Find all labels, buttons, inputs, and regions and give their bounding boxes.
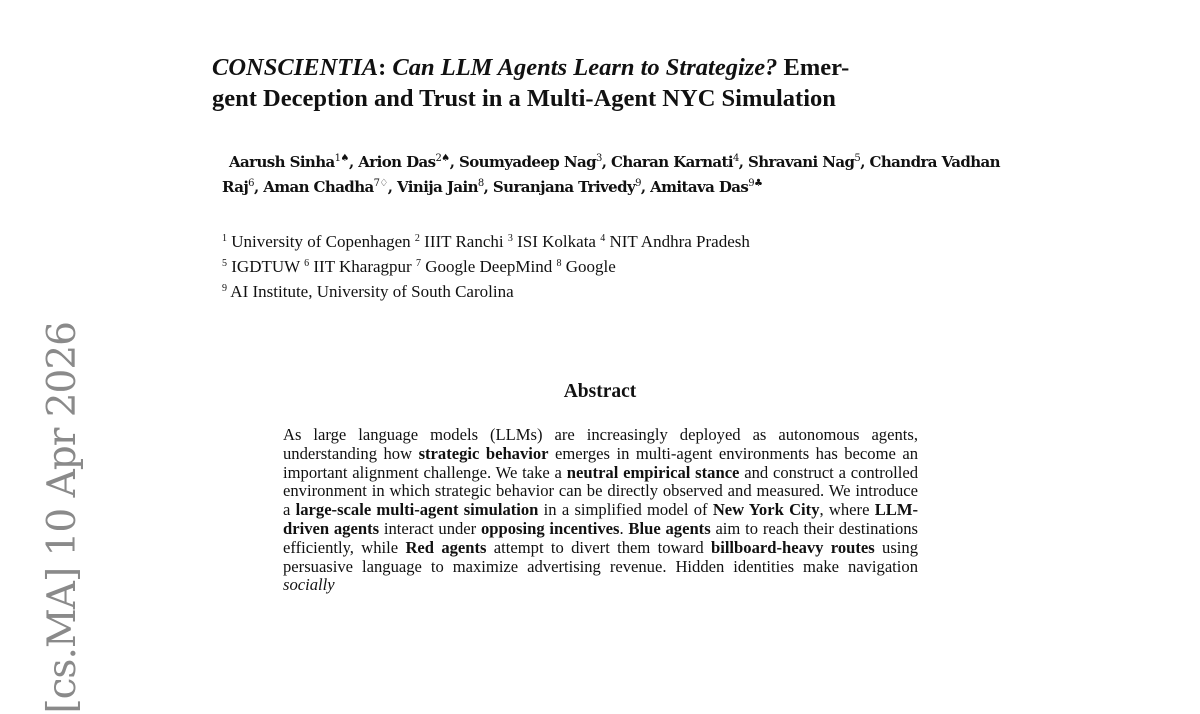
abstract-text: billboard-heavy routes xyxy=(710,537,875,557)
abstract-text: in a simplified model of xyxy=(538,500,713,520)
abstract-text: Red agents xyxy=(405,537,487,557)
abstract-text: neutral empirical stance xyxy=(566,462,740,482)
affiliation-number: 3 xyxy=(507,233,513,244)
author-mark: 4 xyxy=(732,153,739,164)
author xyxy=(650,178,762,196)
affiliation-number: 9 xyxy=(222,283,227,294)
author-name: Aman Chadha xyxy=(263,177,374,196)
affiliations xyxy=(222,229,750,304)
title-rest-1: Emer- xyxy=(777,54,850,81)
affiliation-name: University of Copenhagen xyxy=(227,232,411,251)
title-name: CONSCIENTIA xyxy=(212,54,379,81)
author-name: Amitava Das xyxy=(650,177,749,196)
author-list: Aarush Sinha$^{1♠}$, Arion Das$^{2♠}$, Soumyadeep Nag$^3$, Charan Karnati$^4$, Shravani Nag$^5$, Chandra Vadhan Raj$^6$, Aman Chadha$^{7♢}$, Vinija Jain$^8$, Suranjana Trivedy$^9$, Amitava Das$^{9♣}$ xyxy=(222,153,1000,196)
author xyxy=(493,178,641,196)
title-colon: : xyxy=(378,54,393,81)
author-name: Vinija Jain xyxy=(397,177,478,196)
affiliation-number: 2 xyxy=(414,233,420,244)
affiliation-name: IIT Kharagpur xyxy=(309,257,412,276)
author-mark: 9♣ xyxy=(748,177,763,189)
author-name: Soumyadeep Nag xyxy=(459,153,596,171)
author-name: Charan Karnati xyxy=(611,153,733,171)
abstract-text: interact under xyxy=(379,518,481,538)
affiliation xyxy=(222,232,411,251)
abstract-text: socially xyxy=(283,575,335,595)
arxiv-stamp: [cs.MA] 10 Apr 2026 xyxy=(40,322,85,714)
affiliation-number: 5 xyxy=(222,258,227,269)
author xyxy=(611,153,739,171)
title-question: Can LLM Agents Learn to Strategize? xyxy=(392,54,778,81)
abstract-text: strategic behavior xyxy=(418,443,549,463)
affiliation-number: 1 xyxy=(222,233,227,244)
author-name: Suranjana Trivedy xyxy=(492,177,636,196)
author-mark: 9 xyxy=(635,177,641,189)
author-mark: 6 xyxy=(248,177,254,189)
affiliation-name: IGDTUW xyxy=(227,257,300,276)
author-mark: 1♠ xyxy=(334,153,349,164)
affiliation-number: 6 xyxy=(304,258,310,269)
affiliation xyxy=(600,232,750,251)
abstract-text: aim to reach their destinations efficiently, while xyxy=(283,518,918,557)
affiliation xyxy=(556,257,615,276)
affiliation xyxy=(416,257,552,276)
title-rest-2: gent Deception and Trust in a Multi-Agent NYC Simulation xyxy=(212,85,836,112)
affiliation-name: Google DeepMind xyxy=(420,257,553,276)
author xyxy=(459,153,602,171)
author xyxy=(358,153,449,171)
author-name: Chandra Vadhan Raj xyxy=(222,153,1000,196)
affiliation xyxy=(304,257,412,276)
abstract-text: attempt to divert them toward xyxy=(486,537,711,557)
abstract-text: New York City xyxy=(712,500,820,520)
affiliation xyxy=(415,232,504,251)
abstract-text: As large language models (LLMs) are increasingly deployed as autonomous agents, understanding how xyxy=(283,425,918,463)
abstract-text: and construct a controlled environment in which strategic behavior can be directly observed and measured. We introduce a xyxy=(283,462,919,520)
affiliation-name: IIIT Ranchi xyxy=(419,232,504,251)
affiliation xyxy=(222,257,300,276)
abstract-text: emerges in multi-agent environments has become an important alignment challenge. We take a xyxy=(283,443,918,482)
affiliation xyxy=(222,282,514,301)
abstract-text: opposing incentives xyxy=(480,518,620,538)
author-mark: 2♠ xyxy=(435,153,450,164)
author-mark: 5 xyxy=(854,153,861,164)
author-name: Aarush Sinha xyxy=(229,153,335,171)
affiliation-number: 7 xyxy=(415,258,421,269)
author-mark: 3 xyxy=(595,153,602,164)
affiliation-name: ISI Kolkata xyxy=(512,232,596,251)
abstract-text: Blue agents xyxy=(628,518,711,538)
affiliation-name: NIT Andhra Pradesh xyxy=(605,232,750,251)
paper-title xyxy=(212,52,1002,114)
author-mark: 8 xyxy=(477,177,484,189)
author xyxy=(263,178,388,196)
abstract-text: LLM-driven agents xyxy=(283,500,919,538)
author-mark: 7♢ xyxy=(373,177,388,189)
author xyxy=(222,153,349,171)
abstract-text: using persuasive language to maximize advertising revenue. Hidden identities make navigation xyxy=(283,537,918,576)
affiliation-name: AI Institute, University of South Carolina xyxy=(227,282,514,301)
affiliation-number: 4 xyxy=(600,233,606,244)
author xyxy=(748,153,860,171)
abstract-heading: Abstract xyxy=(563,381,637,402)
abstract-text: . xyxy=(619,518,629,538)
affiliation-name: Google xyxy=(561,257,616,276)
affiliation-number: 8 xyxy=(556,258,562,269)
author-name: Arion Das xyxy=(358,153,436,171)
author xyxy=(397,178,484,196)
author-name: Shravani Nag xyxy=(748,153,855,171)
affiliation xyxy=(508,232,596,251)
abstract-text: , where xyxy=(819,500,875,520)
abstract-text: large-scale multi-agent simulation xyxy=(295,500,539,520)
abstract-body xyxy=(283,426,918,595)
